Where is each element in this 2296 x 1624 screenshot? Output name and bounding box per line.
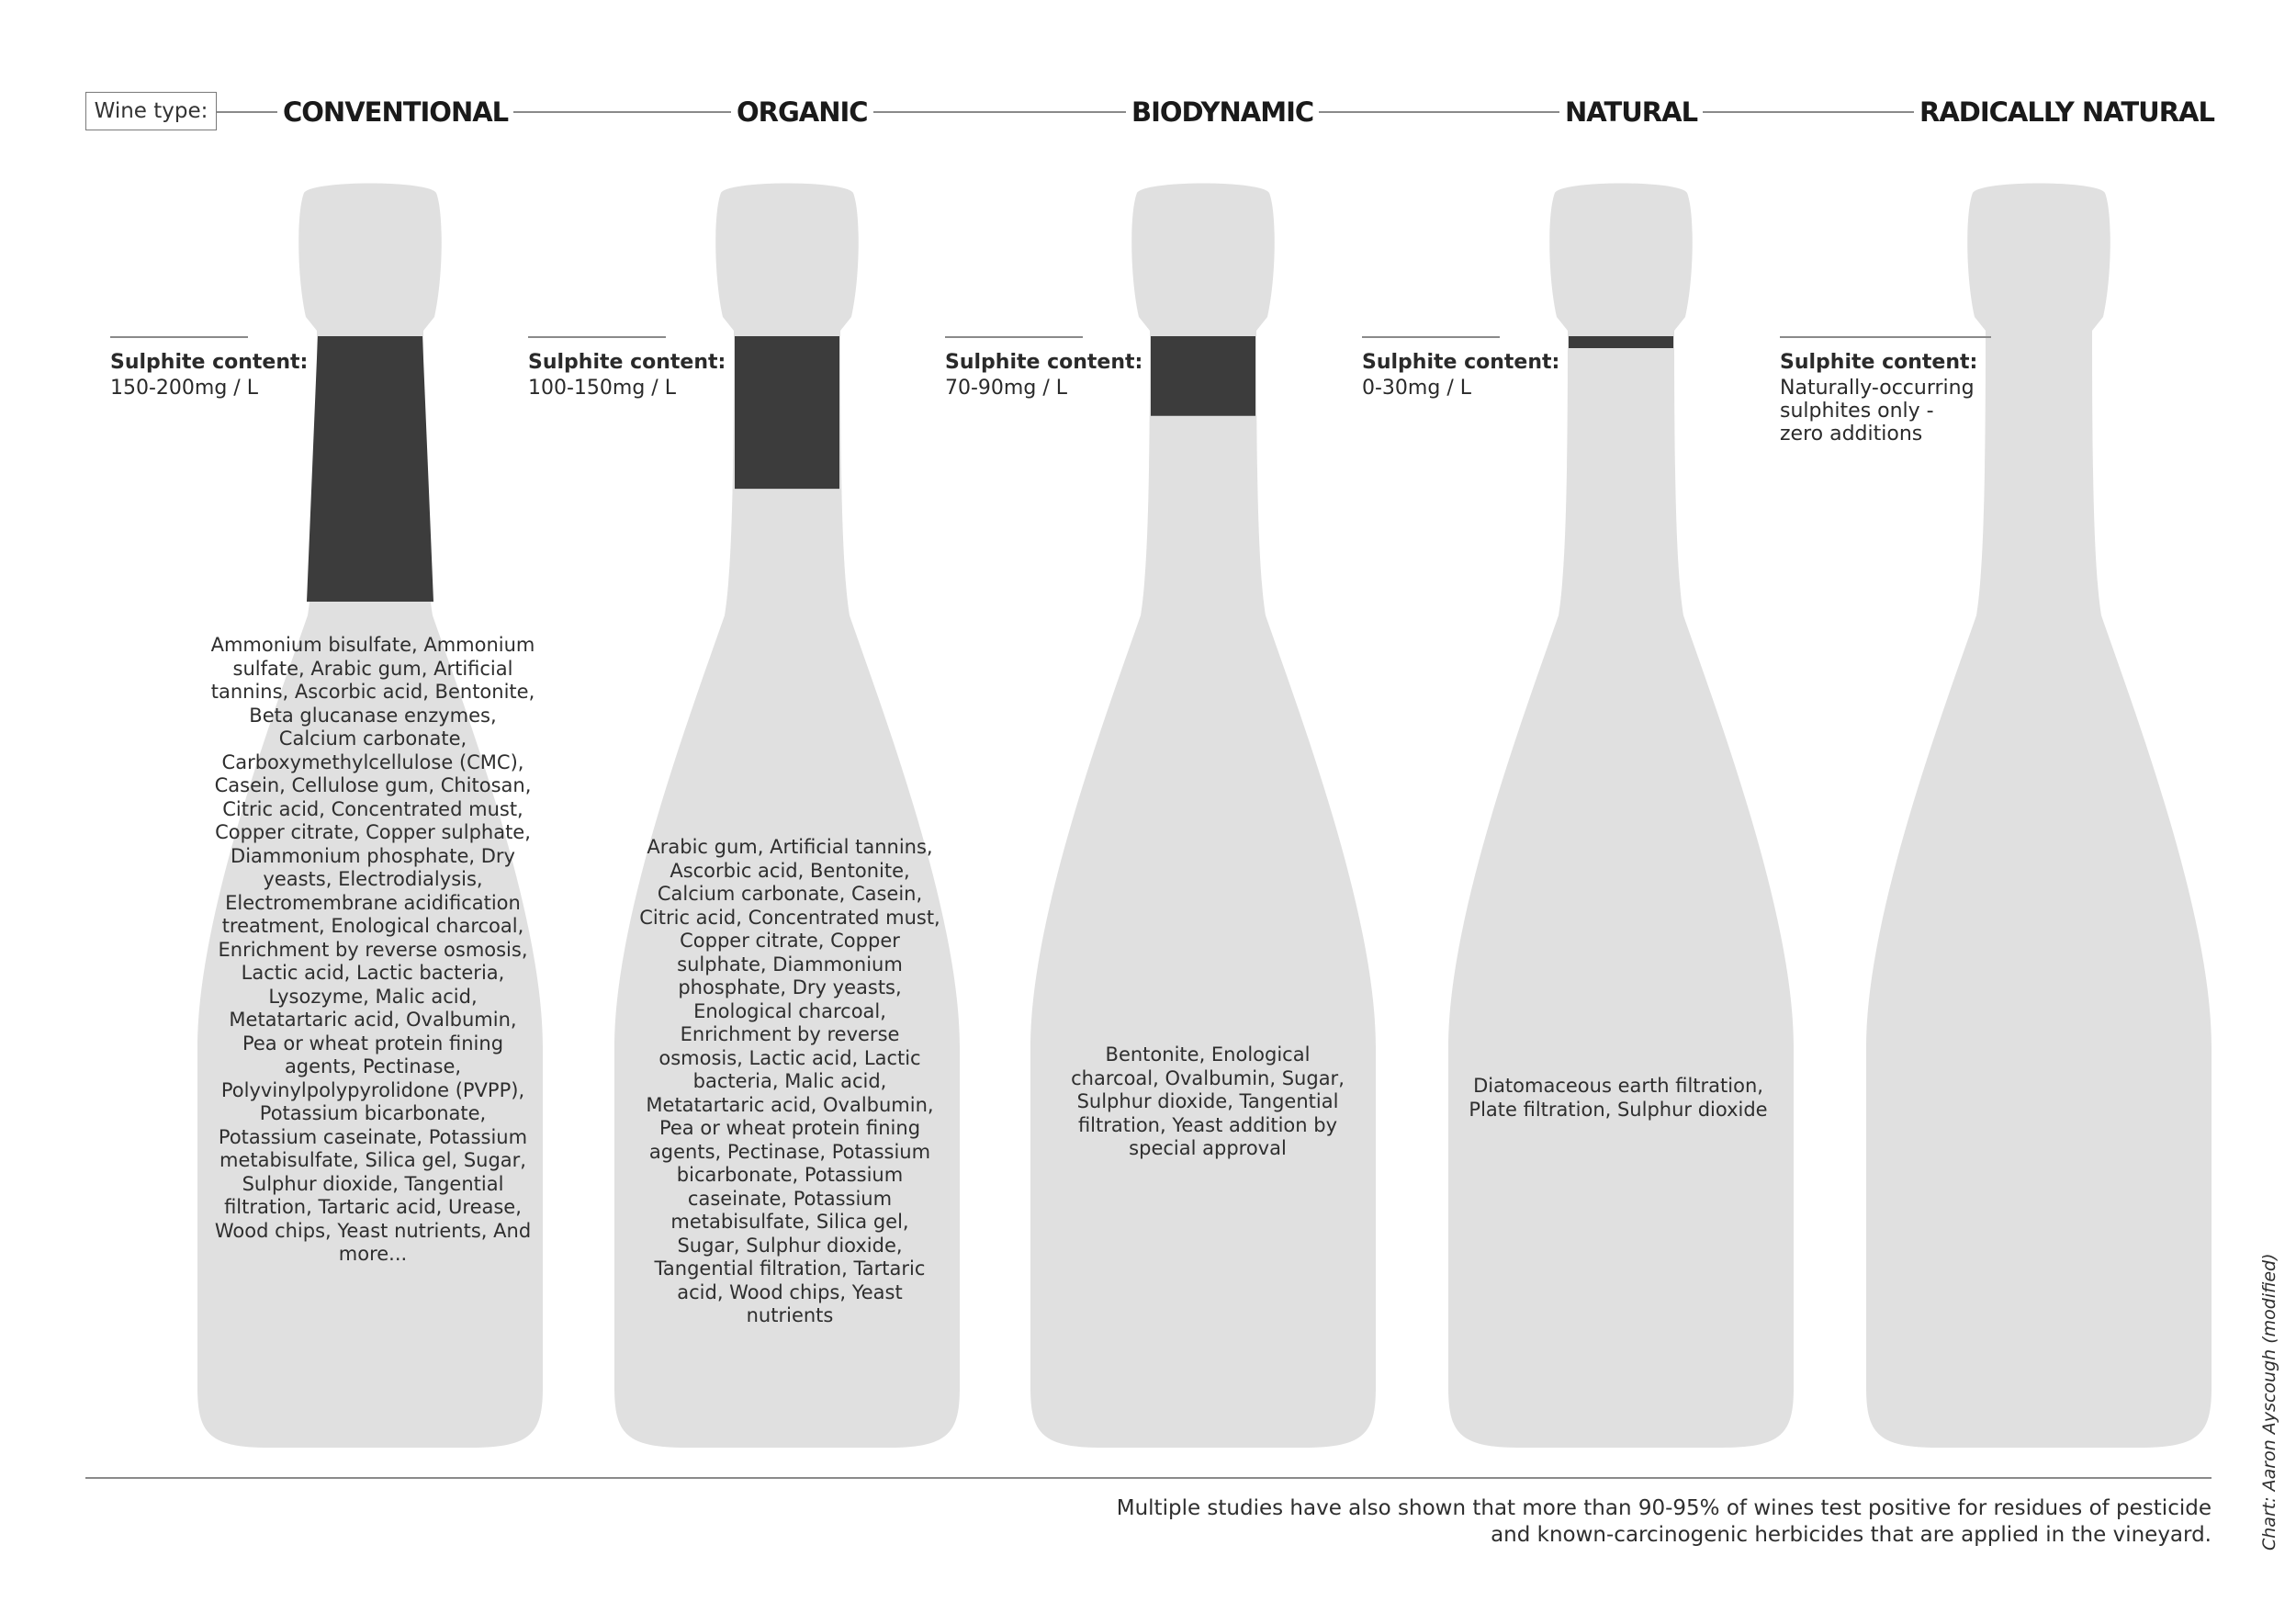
sulphite-band-conventional xyxy=(307,336,433,602)
sulphite-band-biodynamic xyxy=(1151,336,1255,416)
type-title-radically-natural: RADICALLY NATURAL xyxy=(1914,92,2220,132)
additives-list-conventional: Ammonium bisulfate, Ammonium sulfate, Arabic gum, Artificial tannins, Ascorbic acid, Bentonite, Beta glucanase enzymes, Calcium carbonate, Carboxymethylcellulose (CMC), Casein, Cellulose gum, Chitosan, Citric acid, Concentrated must, Copper citrate, Copper sulphate, Diammonium phosphate, Dry yeasts, Electrodialysis, Electromembrane acidification treatment, Enological charcoal, Enrichment by reverse osmosis, Lactic acid, Lactic bacteria, Lysozyme, Malic acid, Metatartaric acid, Ovalbumin, Pea or wheat protein fining agents, Pectinase, Polyvinylpolypyrolidone (PVPP), Potassium bicarbonate, Potassium caseinate, Potassium metabisulfate, Silica gel, Sugar, Sulphur dioxide, Tangential filtration, Tartaric acid, Urease, Wood chips, Yeast nutrients, And more... xyxy=(210,634,535,1265)
footer-note: Multiple studies have also shown that more than 90-95% of wines test positive for residues of pesticide and known-carcinogenic herbicides that are applied in the vineyard. xyxy=(1116,1496,2212,1547)
sulphite-rule-natural xyxy=(1362,336,1500,338)
sulphite-rule-organic xyxy=(528,336,666,338)
type-title-conventional: CONVENTIONAL xyxy=(277,92,513,132)
sulphite-label-radically-natural: Sulphite content: xyxy=(1780,351,1978,374)
wine-type-legend-label: Wine type: xyxy=(85,92,217,130)
additives-list-organic: Arabic gum, Artificial tannins, Ascorbic acid, Bentonite, Calcium carbonate, Casein, Citric acid, Concentrated must, Copper citrate, Copper sulphate, Diammonium phosphate, Dry yeasts, Enological charcoal, Enrichment by reverse osmosis, Lactic acid, Lactic bacteria, Malic acid, Metatartaric acid, Ovalbumin, Pea or wheat protein fining agents, Pectinase, Potassium bicarbonate, Potassium caseinate, Potassium metabisulfate, Silica gel, Sugar, Sulphur dioxide, Tangential filtration, Tartaric acid, Wood chips, Yeast nutrients xyxy=(639,836,940,1326)
sulphite-band-organic xyxy=(735,336,839,489)
sulphite-label-organic: Sulphite content: xyxy=(528,351,726,374)
additives-list-natural: Diatomaceous earth filtration, Plate filtration, Sulphur dioxide xyxy=(1469,1075,1768,1121)
type-title-biodynamic: BIODYNAMIC xyxy=(1126,92,1319,132)
type-title-organic: ORGANIC xyxy=(731,92,873,132)
sulphite-rule-biodynamic xyxy=(945,336,1083,338)
chart-credit: Chart: Aaron Ayscough (modified) xyxy=(2259,1253,2279,1551)
sulphite-label-natural: Sulphite content: xyxy=(1362,351,1560,374)
sulphite-label-conventional: Sulphite content: xyxy=(110,351,309,374)
footer-divider xyxy=(85,1477,2212,1479)
sulphite-value-radically-natural: Naturally-occurring sulphites only - zero additions xyxy=(1780,377,1975,445)
additives-list-biodynamic: Bentonite, Enological charcoal, Ovalbumin, Sugar, Sulphur dioxide, Tangential filtration, Yeast addition by special approval xyxy=(1071,1043,1345,1159)
sulphite-value-natural: 0-30mg / L xyxy=(1362,377,1471,400)
sulphite-rule-radically-natural xyxy=(1780,336,1991,338)
sulphite-band-natural xyxy=(1569,336,1673,348)
sulphite-label-biodynamic: Sulphite content: xyxy=(945,351,1143,374)
sulphite-value-conventional: 150-200mg / L xyxy=(110,377,258,400)
sulphite-value-biodynamic: 70-90mg / L xyxy=(945,377,1067,400)
type-title-natural: NATURAL xyxy=(1559,92,1703,132)
sulphite-value-organic: 100-150mg / L xyxy=(528,377,676,400)
sulphite-rule-conventional xyxy=(110,336,248,338)
